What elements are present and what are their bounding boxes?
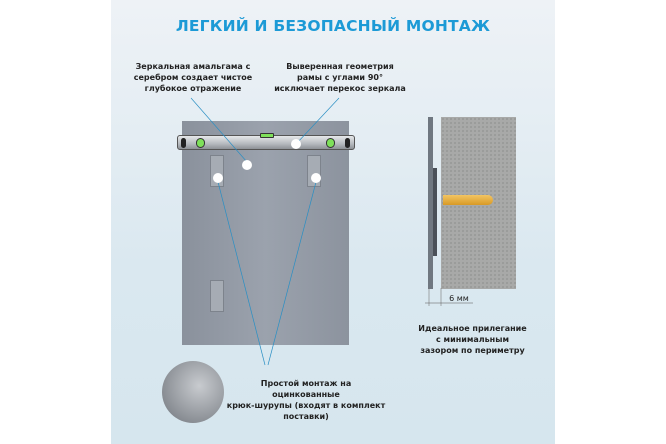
callout-connector — [268, 182, 316, 365]
callout-line: зазором по периметру — [420, 346, 525, 355]
callout-line: Идеальное прилегание — [418, 324, 527, 333]
page-title: ЛЕГКИЙ И БЕЗОПАСНЫЙ МОНТАЖ — [175, 17, 491, 35]
callout-line: Выверенная геометрия — [286, 62, 394, 71]
callout-line: рамы с углами 90° — [297, 73, 383, 82]
bracket — [433, 168, 437, 256]
callout-line: глубокое отражение — [144, 84, 242, 93]
dowel-screw — [443, 195, 493, 205]
callout-connector — [191, 98, 247, 162]
marker-dot — [311, 173, 321, 183]
marker-dot — [213, 173, 223, 183]
callout-mounting — [226, 378, 386, 422]
callout-line: Простой монтаж на оцинкованные — [260, 379, 352, 399]
callout-line: крюк-шурупы (входят в комплект — [226, 401, 386, 410]
callout-line: Зеркальная амальгама с — [135, 62, 251, 71]
marker-dot — [242, 160, 252, 170]
marker-dot — [291, 139, 301, 149]
callout-line: серебром создает чистое — [133, 73, 253, 82]
gap-label: 6 мм — [449, 294, 469, 303]
callout-fit — [405, 323, 540, 356]
callout-line: исключает перекос зеркала — [274, 84, 406, 93]
callout-line: с минимальным — [436, 335, 509, 344]
callout-connector — [297, 98, 339, 143]
callout-line: поставки) — [283, 412, 329, 421]
callout-connector — [218, 182, 265, 365]
mounting-detail-image — [162, 361, 224, 423]
